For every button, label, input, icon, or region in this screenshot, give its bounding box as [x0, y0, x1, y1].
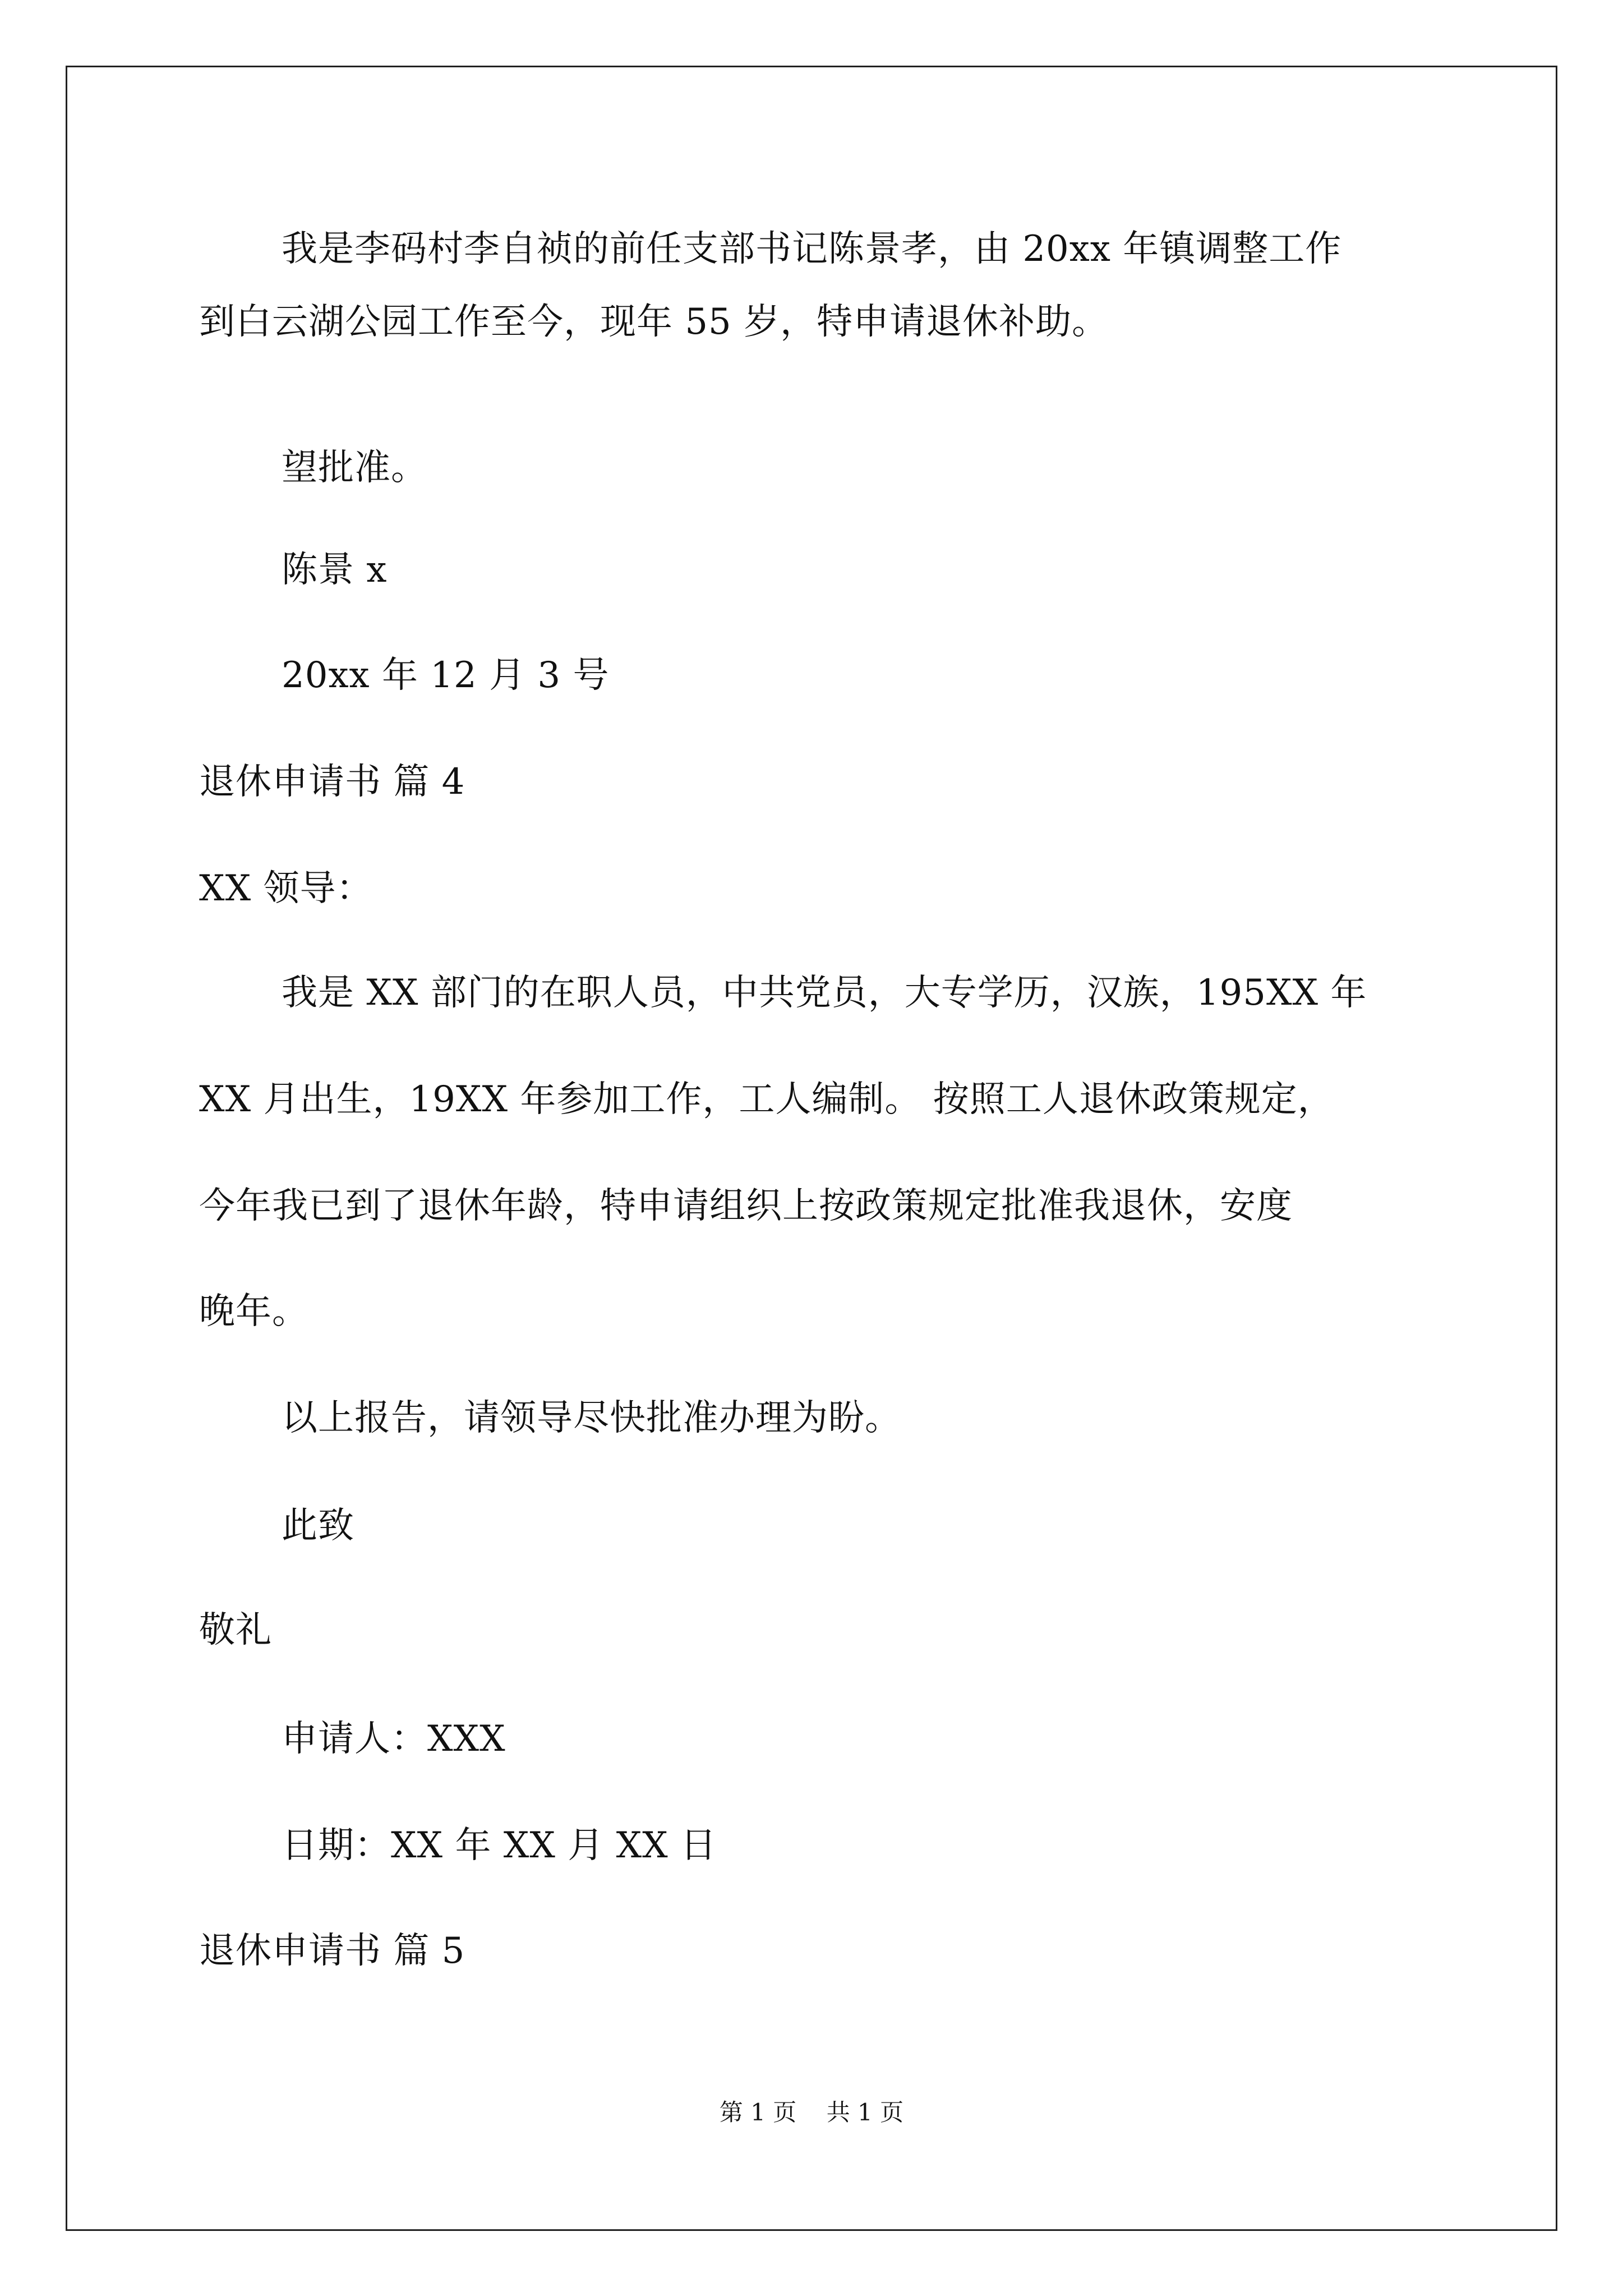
- salutation: XX 领导：: [199, 868, 373, 909]
- paragraph-line: 晚年。: [199, 1291, 308, 1332]
- applicant-line: 申请人：XXX: [282, 1718, 506, 1760]
- paragraph-line: 我是李码村李自祯的前任支部书记陈景孝，由 20xx 年镇调整工作: [282, 228, 1342, 270]
- paragraph-line: XX 月出生，19XX 年参加工作，工人编制。 按照工人退休政策规定，: [199, 1079, 1334, 1120]
- page-border: [66, 66, 1557, 2231]
- paragraph-line: 我是 XX 部门的在职人员，中共党员，大专学历，汉族，195XX 年: [282, 972, 1367, 1014]
- paragraph-line: 今年我已到了退休年龄，特申请组织上按政策规定批准我退休，安度: [199, 1185, 1293, 1227]
- closing-line: 此致: [282, 1505, 354, 1547]
- closing-salute: 敬礼: [199, 1609, 272, 1651]
- date-line: 日期：XX 年 XX 月 XX 日: [282, 1825, 717, 1866]
- paragraph-line: 望批准。: [282, 447, 427, 489]
- date-line: 20xx 年 12 月 3 号: [282, 655, 610, 696]
- paragraph-line: 以上报告，请领导尽快批准办理为盼。: [282, 1397, 901, 1439]
- section-heading: 退休申请书 篇 5: [199, 1930, 465, 1972]
- paragraph-line: 到白云湖公园工作至今，现年 55 岁，特申请退休补助。: [199, 301, 1109, 343]
- signature-name: 陈景 x: [282, 549, 388, 591]
- section-heading: 退休申请书 篇 4: [199, 761, 465, 803]
- page-footer: 第 1 页 共 1 页: [719, 2099, 904, 2126]
